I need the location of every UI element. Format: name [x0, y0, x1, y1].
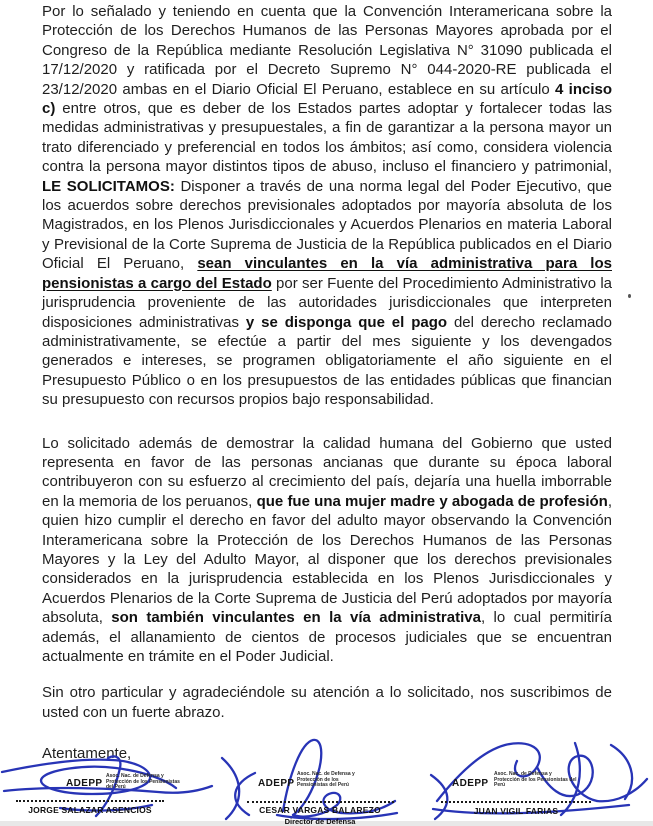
text-segment: Disponer a través de una norma legal del Poder Ejecutivo, que los acuerdos sobre derechos previsionales adoptados por mayoría absoluta de los Magistrados, en los Plenos Jurisdiccionales y Acuerdos Plenarios en materia Laboral y Previsional de la Corte Suprema de Justicia de la República publicados en el Diario Oficial El Peruano,	[42, 177, 612, 273]
text-segment: son también vinculantes en la vía administrativa	[111, 609, 481, 627]
signer-name-2: CESAR VARGAS BALAREZO	[259, 805, 381, 815]
text-segment: entre otros, que es deber de los Estados partes adoptar y fortalecer todas las medidas administrativas y presupuestales, a fin de garantizar a la persona mayor un trato diferenciado y preferencial en todos los ámbitos; así como, considera violencia contra la persona mayor distintos tipos de abuso, incluso el financiero y patrimonial,	[42, 100, 612, 176]
signature-dotted-line-2	[247, 801, 394, 803]
signer-name-3: JUAN VIGIL FARIAS	[473, 806, 559, 816]
adepp-stamp-text-3: Asoc. Nac. de Defensa y Protección de los Pensionistas del Perú	[494, 771, 577, 789]
text-segment: sean vinculantes en la vía administrativa para los pensionistas a cargo del Estado	[42, 255, 612, 292]
paragraph-justification	[42, 434, 612, 667]
text-segment: que fue una mujer madre y abogada de profesión	[256, 492, 608, 510]
text-segment: , quien hizo cumplir el derecho en favor del adulto mayor observando la Convención Interamericana sobre la Protección de los Derechos Humanos de las Personas Mayores y la Ley del Adulto Mayor, al disponer que los derechos previsionales considerados en la jurisprudencia establecida en los Plenos Jurisdiccionales y Acuerdos Plenarios de la Corte Suprema de Justicia del Perú adoptados por mayoría absoluta,	[42, 492, 612, 627]
text-segment: Sin otro particular y agradeciéndole su atención a lo solicitado, nos suscribimos de usted con un fuerte abrazo.	[42, 684, 612, 721]
signature-dotted-line-3	[441, 801, 591, 803]
paragraph-request	[42, 2, 612, 410]
adepp-stamp-logo-2: ADEPP	[258, 778, 295, 789]
stray-mark	[628, 294, 631, 298]
letter-body	[42, 2, 612, 764]
signature-dotted-line-1	[16, 800, 164, 802]
text-segment: 4 inciso c)	[42, 80, 612, 118]
text-segment: , lo cual permitiría además, el allanamiento de cientos de procesos judiciales que se encuentran actualmente en trámite en el Poder Judicial.	[42, 609, 612, 665]
text-segment: Lo solicitado además de demostrar la calidad humana del Gobierno que usted representa en favor de las personas ancianas que durante su época laboral contribuyeron con su esfuerzo al crecimiento del país, dejaría una huella imborrable en la memoria de los peruanos,	[42, 434, 612, 510]
adepp-stamp-logo-1: ADEPP	[66, 778, 103, 789]
text-segment: y se disponga que el pago	[245, 313, 448, 331]
text-segment: LE SOLICITAMOS:	[42, 177, 175, 195]
closing-salutation: Atentamente,	[42, 745, 132, 763]
signer-title-2: Director de Defensa	[284, 817, 356, 826]
adepp-stamp-text-2: Asoc. Nac. de Defensa y Protección de los Pensionistas del Perú	[297, 771, 355, 789]
adepp-stamp-text-1: Asoc. Nac. de Defensa y Protección de los Pensionistas del Perú	[106, 773, 180, 791]
text-segment: Por lo señalado y teniendo en cuenta que la Convención Interamericana sobre la Protección de los Derechos Humanos de las Personas Mayores aprobada por el Congreso de la República mediante Resolución Legislativa N° 31090 publicada el 17/12/2020 y ratificada por el Decreto Supremo N° 044-2020-RE publicada el 23/12/2020 ambas en el Diario Oficial El Peruano, establece en su artículo	[42, 3, 612, 98]
paragraph-farewell	[42, 683, 612, 722]
text-segment: del derecho reclamado administrativamente, se efectúe a partir del mes siguiente y los devengados generados e intereses, se programen obligatoriamente el año siguiente en el Presupuesto Público o en los presupuestos de las entidades públicas que financian su presupuesto con recursos propios bajo responsabilidad.	[42, 313, 612, 409]
signer-name-1: JORGE SALAZAR ASENCIOS	[28, 805, 152, 815]
adepp-stamp-logo-3: ADEPP	[452, 778, 489, 789]
text-segment: por ser Fuente del Procedimiento Administrativo la jurisprudencia proveniente de las autoridades jurisdiccionales que interpreten disposiciones administrativas	[42, 274, 613, 331]
